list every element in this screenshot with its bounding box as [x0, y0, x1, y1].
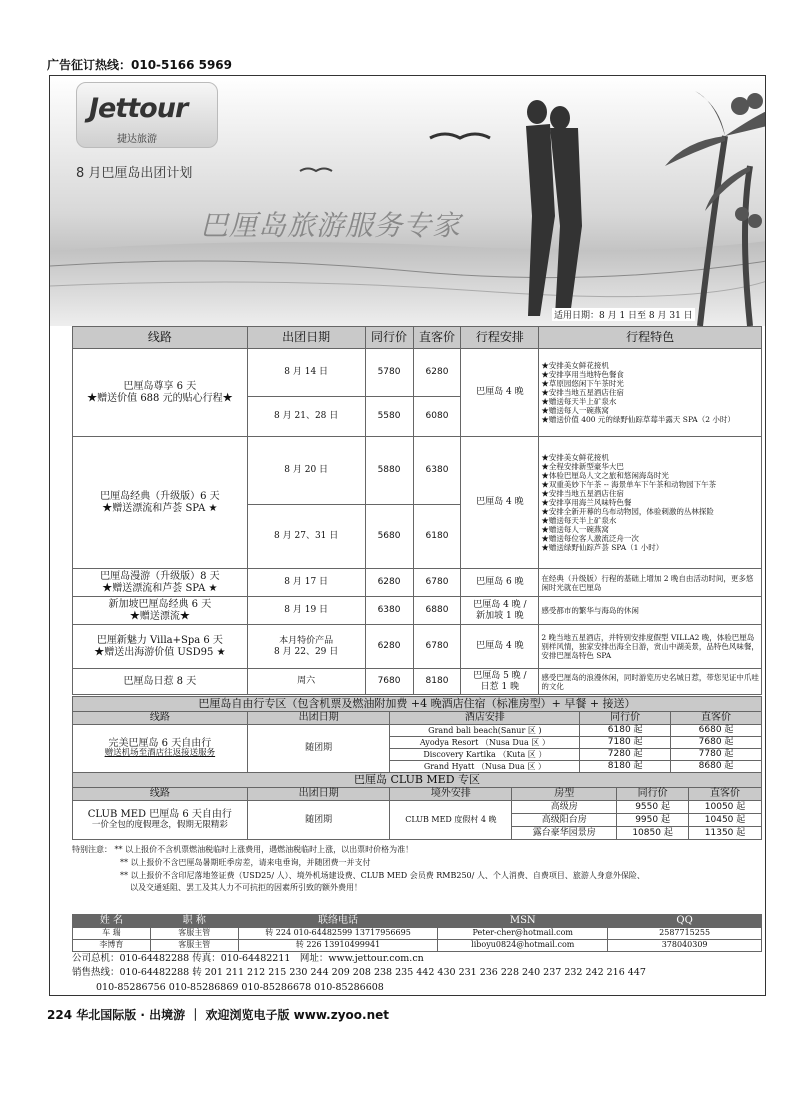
arrange-line: 新加坡 1 晚 — [476, 610, 524, 621]
peer-price: 8180 起 — [580, 761, 671, 773]
feature-item: ★赠送每人一碗燕窝 — [541, 406, 609, 415]
feature-item: ★安排当地五星酒店住宿 — [541, 489, 624, 498]
info-line: 公司总机：010-64482288 传真：010-64482211 网址：www.jettour.com.cn — [72, 953, 424, 964]
feature-item: ★草原园悠闲下午茶时光 — [541, 379, 624, 388]
hotel-cell: Grand bali beach(Sanur 区 ) — [390, 725, 580, 737]
direct-price: 6780 — [413, 625, 461, 669]
feature-item: ★全程安排新型豪华大巴 — [541, 462, 624, 471]
date-cell — [247, 625, 365, 669]
route-cell — [73, 625, 248, 669]
col-header: 出团日期 — [247, 327, 365, 349]
feature-item: ★安排享用当地特色餐食 — [541, 370, 624, 379]
col-header: 同行价 — [365, 327, 413, 349]
date-cell: 周六 — [247, 669, 365, 695]
col-header: 直客价 — [413, 327, 461, 349]
club-banner-row — [73, 773, 762, 788]
peer-price: 6380 — [365, 597, 413, 625]
contact-title: 客服主管 — [150, 927, 238, 939]
direct-price: 8180 — [413, 669, 461, 695]
route-cell — [73, 801, 248, 840]
free-banner-row — [73, 697, 762, 712]
ad-hotline: 广告征订热线：010-5166 5969 — [47, 58, 233, 72]
feature-item: ★体验巴厘岛人文之旅和悠闲海岛时光 — [541, 471, 669, 480]
peer-price: 5780 — [365, 349, 413, 397]
contact-header-row — [73, 915, 762, 928]
free-banner: 巴厘岛自由行专区（包含机票及燃油附加费 +4 晚酒店住宿（标准房型）+ 早餐 + 接送） — [73, 697, 762, 712]
note-line: 以及交通延阻、罢工及其人力不可抗拒的因素所引致的额外费用！ — [130, 883, 362, 893]
route-cell — [73, 569, 248, 597]
date-cell: 8 月 17 日 — [247, 569, 365, 597]
date-cell: 8 月 21、28 日 — [247, 397, 365, 437]
peer-price: 5680 — [365, 505, 413, 569]
col-header: 境外安排 — [390, 788, 512, 801]
date-line: 8 月 22、29 日 — [274, 646, 339, 657]
col-header: 联络电话 — [238, 915, 438, 928]
route-note: 一价全包的度假理念，假期无限精彩 — [91, 819, 228, 830]
advert-frame — [49, 75, 766, 996]
jettour-logo — [76, 82, 218, 148]
peer-price: 6180 起 — [580, 725, 671, 737]
peer-price: 7180 起 — [580, 737, 671, 749]
direct-price: 10450 起 — [689, 814, 762, 827]
feature-item: ★安排当地五星酒店住宿 — [541, 388, 624, 397]
direct-price: 7680 起 — [671, 737, 762, 749]
info-line: 010-85286756 010-85286869 010-85286678 010-85286608 — [96, 981, 384, 993]
table-row — [73, 597, 762, 625]
date-cell: 8 月 27、31 日 — [247, 505, 365, 569]
table-row — [73, 927, 762, 939]
route-note: ★赠送价值 688 元的贴心行程★ — [87, 392, 233, 404]
direct-price: 11350 起 — [689, 827, 762, 840]
route-note: 赠送机场至酒店往返接送服务 — [104, 748, 216, 759]
direct-price: 6380 — [413, 437, 461, 505]
col-header: 酒店安排 — [390, 712, 580, 725]
feature-item: ★双重美妙下午茶 -- 海景单车下午茶和动物园下午茶 — [541, 480, 717, 489]
route-note: ★赠送漂流★ — [129, 610, 190, 622]
date-line: 本月特价产品 — [279, 636, 334, 647]
feature-item: ★赠送每人一碗燕窝 — [541, 525, 609, 534]
hotel-cell: Ayodya Resort （Nusa Dua 区 ） — [390, 737, 580, 749]
valid-date: 适用日期：8 月 1 日至 8 月 31 日 — [552, 308, 695, 321]
route-note: ★赠送漂流和芦荟 SPA ★ — [102, 582, 218, 594]
free-header-row — [73, 712, 762, 725]
room-cell: 露台豪华园景房 — [512, 827, 617, 840]
table-row — [73, 625, 762, 669]
route-cell — [73, 437, 248, 569]
feature-item: ★赠送绿野仙踪芦荟 SPA（1 小时） — [541, 543, 664, 552]
route-name: 巴厘岛经典（升级版）6 天 — [100, 491, 220, 502]
date-cell: 8 月 14 日 — [247, 349, 365, 397]
contact-phone: 转 224 010-64482599 13717956695 — [238, 927, 438, 939]
date-cell: 8 月 20 日 — [247, 437, 365, 505]
contact-qq: 2587715255 — [608, 927, 762, 939]
direct-price: 8680 起 — [671, 761, 762, 773]
col-header: 同行价 — [580, 712, 671, 725]
features-cell: 感受巴厘岛的浪漫休闲，同时游览历史名城日惹，带您见证中爪哇的文化 — [539, 669, 762, 695]
table-row — [73, 669, 762, 695]
page-footer: 224 华北国际版 · 出境游 ｜ 欢迎浏览电子版 www.zyoo.net — [47, 1008, 389, 1022]
feature-item: ★赠送每天半上矿泉水 — [541, 516, 617, 525]
club-banner: 巴厘岛 CLUB MED 专区 — [73, 773, 762, 788]
peer-price: 7680 — [365, 669, 413, 695]
col-header: 线路 — [73, 327, 248, 349]
arrange-line: 日惹 1 晚 — [480, 681, 520, 692]
date-cell: 8 月 19 日 — [247, 597, 365, 625]
direct-price: 6780 — [413, 569, 461, 597]
table-row — [73, 437, 762, 505]
hotel-cell: Discovery Kartika （Kuta 区 ） — [390, 749, 580, 761]
peer-price: 6280 — [365, 569, 413, 597]
direct-price: 10050 起 — [689, 801, 762, 814]
route-name: 完美巴厘岛 6 天自由行 — [108, 737, 212, 749]
note-line: 特别注意： ** 以上报价不含机票燃油税临时上涨费用，遇燃油税临时上涨，以出票时价格为准！ — [72, 845, 414, 854]
route-cell — [73, 597, 248, 625]
logo-name: Jettour — [89, 93, 188, 124]
hotel-cell: Grand Hyatt （Nusa Dua 区 ） — [390, 761, 580, 773]
col-header: 直客价 — [689, 788, 762, 801]
route-name: 巴厘岛日惹 8 天 — [73, 669, 248, 695]
arrange-cell — [461, 597, 539, 625]
features-cell: 在经典（升级版）行程的基础上增加 2 晚自由活动时间，更多悠闲时光就在巴厘岛 — [539, 569, 762, 597]
contact-qq: 378040309 — [608, 939, 762, 951]
table-row — [73, 569, 762, 597]
note-line: ** 以上报价不含巴厘岛暑期旺季房差，请来电垂询，并随团费一并支付 — [120, 857, 371, 867]
feature-item: ★安排美女鲜花接机 — [541, 453, 609, 462]
route-cell — [73, 349, 248, 437]
arrange-cell — [461, 669, 539, 695]
contact-title: 客服主管 — [150, 939, 238, 951]
contact-msn: Peter-cher@hotmail.com — [438, 927, 608, 939]
direct-price: 6880 — [413, 597, 461, 625]
arrange-line: 巴厘岛 4 晚 / — [473, 600, 527, 611]
contact-phone: 转 226 13910499941 — [238, 939, 438, 951]
col-header: 房型 — [512, 788, 617, 801]
room-cell: 高级房 — [512, 801, 617, 814]
route-name: CLUB MED 巴厘岛 6 天自由行 — [87, 809, 232, 821]
arrange-cell: CLUB MED 度假村 4 晚 — [390, 801, 512, 840]
feature-item: ★赠送价值 400 元的绿野仙踪草莓半露天 SPA（2 小时） — [541, 415, 735, 424]
col-header: 线路 — [73, 788, 248, 801]
col-header: 线路 — [73, 712, 248, 725]
hero-banner — [50, 76, 766, 326]
direct-price: 6180 — [413, 505, 461, 569]
contact-name: 李博育 — [73, 939, 151, 951]
feature-item: ★安排美女鲜花接机 — [541, 361, 609, 370]
features-cell: 感受都市的繁华与海岛的休闲 — [539, 597, 762, 625]
col-header: 行程安排 — [461, 327, 539, 349]
arrange-cell: 巴厘岛 4 晚 — [461, 349, 539, 437]
col-header: MSN — [438, 915, 608, 928]
club-header-row — [73, 788, 762, 801]
features-cell: 2 晚当地五星酒店，并特别安排度假型 VILLA2 晚，体验巴厘岛别样风情，独家安排出海全日游，赏山中湖美景，品特色风味餐，安排巴厘岛特色 SPA — [539, 625, 762, 669]
contact-name: 车 瑞 — [73, 927, 151, 939]
col-header: 职 称 — [150, 915, 238, 928]
route-name: 巴厘岛漫游（升级版）8 天 — [100, 571, 220, 582]
features-cell — [539, 437, 762, 569]
route-name: 巴厘岛尊享 6 天 — [123, 381, 197, 392]
col-header: 同行价 — [617, 788, 689, 801]
room-cell: 高级阳台房 — [512, 814, 617, 827]
info-line: 销售热线：010-64482288 转 201 211 212 215 230 244 209 208 238 235 442 430 231 236 228 240 237 232 242 216 447 — [72, 967, 646, 979]
peer-price: 10850 起 — [617, 827, 689, 840]
logo-subtitle: 捷达旅游 — [117, 134, 157, 145]
route-cell — [73, 725, 248, 773]
feature-item: ★赠送每位客人激流泛舟一次 — [541, 534, 639, 543]
col-header: 出团日期 — [247, 712, 390, 725]
direct-price: 6080 — [413, 397, 461, 437]
plan-title: 8 月巴厘岛出团计划 — [76, 166, 193, 181]
direct-price: 6280 — [413, 349, 461, 397]
contact-table — [72, 914, 762, 952]
table-row — [73, 939, 762, 951]
arrange-cell: 巴厘岛 4 晚 — [461, 437, 539, 569]
route-name: 巴厘新魅力 Villa+Spa 6 天 — [96, 635, 223, 646]
direct-price: 6680 起 — [671, 725, 762, 737]
col-header: 行程特色 — [539, 327, 762, 349]
contact-msn: liboyu0824@hotmail.com — [438, 939, 608, 951]
peer-price: 7280 起 — [580, 749, 671, 761]
table-row — [73, 801, 762, 814]
date-cell: 随团期 — [247, 801, 390, 840]
company-info — [72, 952, 646, 995]
route-note: ★赠送漂流和芦荟 SPA ★ — [102, 502, 218, 514]
col-header: QQ — [608, 915, 762, 928]
club-med-table — [72, 772, 762, 840]
feature-item: ★安排全新开幕的乌布动物园，体验刺激的丛林探险 — [541, 507, 714, 516]
peer-price: 9950 起 — [617, 814, 689, 827]
direct-price: 7780 起 — [671, 749, 762, 761]
note-line: ** 以上报价不含印尼落地签证费（USD25/ 人）、境外机场建设费、CLUB MED 会员费 RMB250/ 人、个人消费、自费项目、旅游人身意外保险、 — [120, 870, 645, 880]
hero-slogan: 巴厘岛旅游服务专家 — [200, 209, 462, 242]
arrange-line: 巴厘岛 5 晚 / — [473, 671, 527, 682]
tour-table-header — [73, 327, 762, 349]
arrange-cell: 巴厘岛 4 晚 — [461, 625, 539, 669]
free-tour-table — [72, 696, 762, 773]
table-row — [73, 349, 762, 397]
arrange-cell: 巴厘岛 6 晚 — [461, 569, 539, 597]
route-note: ★赠送出海游价值 USD95 ★ — [94, 646, 226, 658]
peer-price: 5580 — [365, 397, 413, 437]
peer-price: 6280 — [365, 625, 413, 669]
peer-price: 9550 起 — [617, 801, 689, 814]
features-cell — [539, 349, 762, 437]
route-name: 新加坡巴厘岛经典 6 天 — [108, 599, 212, 610]
feature-item: ★安排享用海兰风味特色餐 — [541, 498, 632, 507]
col-header: 直客价 — [671, 712, 762, 725]
peer-price: 5880 — [365, 437, 413, 505]
col-header: 出团日期 — [247, 788, 390, 801]
special-notes — [72, 844, 762, 895]
feature-item: ★赠送每天半上矿泉水 — [541, 397, 617, 406]
table-row — [73, 725, 762, 737]
col-header: 姓 名 — [73, 915, 151, 928]
date-cell: 随团期 — [247, 725, 390, 773]
tour-table — [72, 326, 762, 695]
